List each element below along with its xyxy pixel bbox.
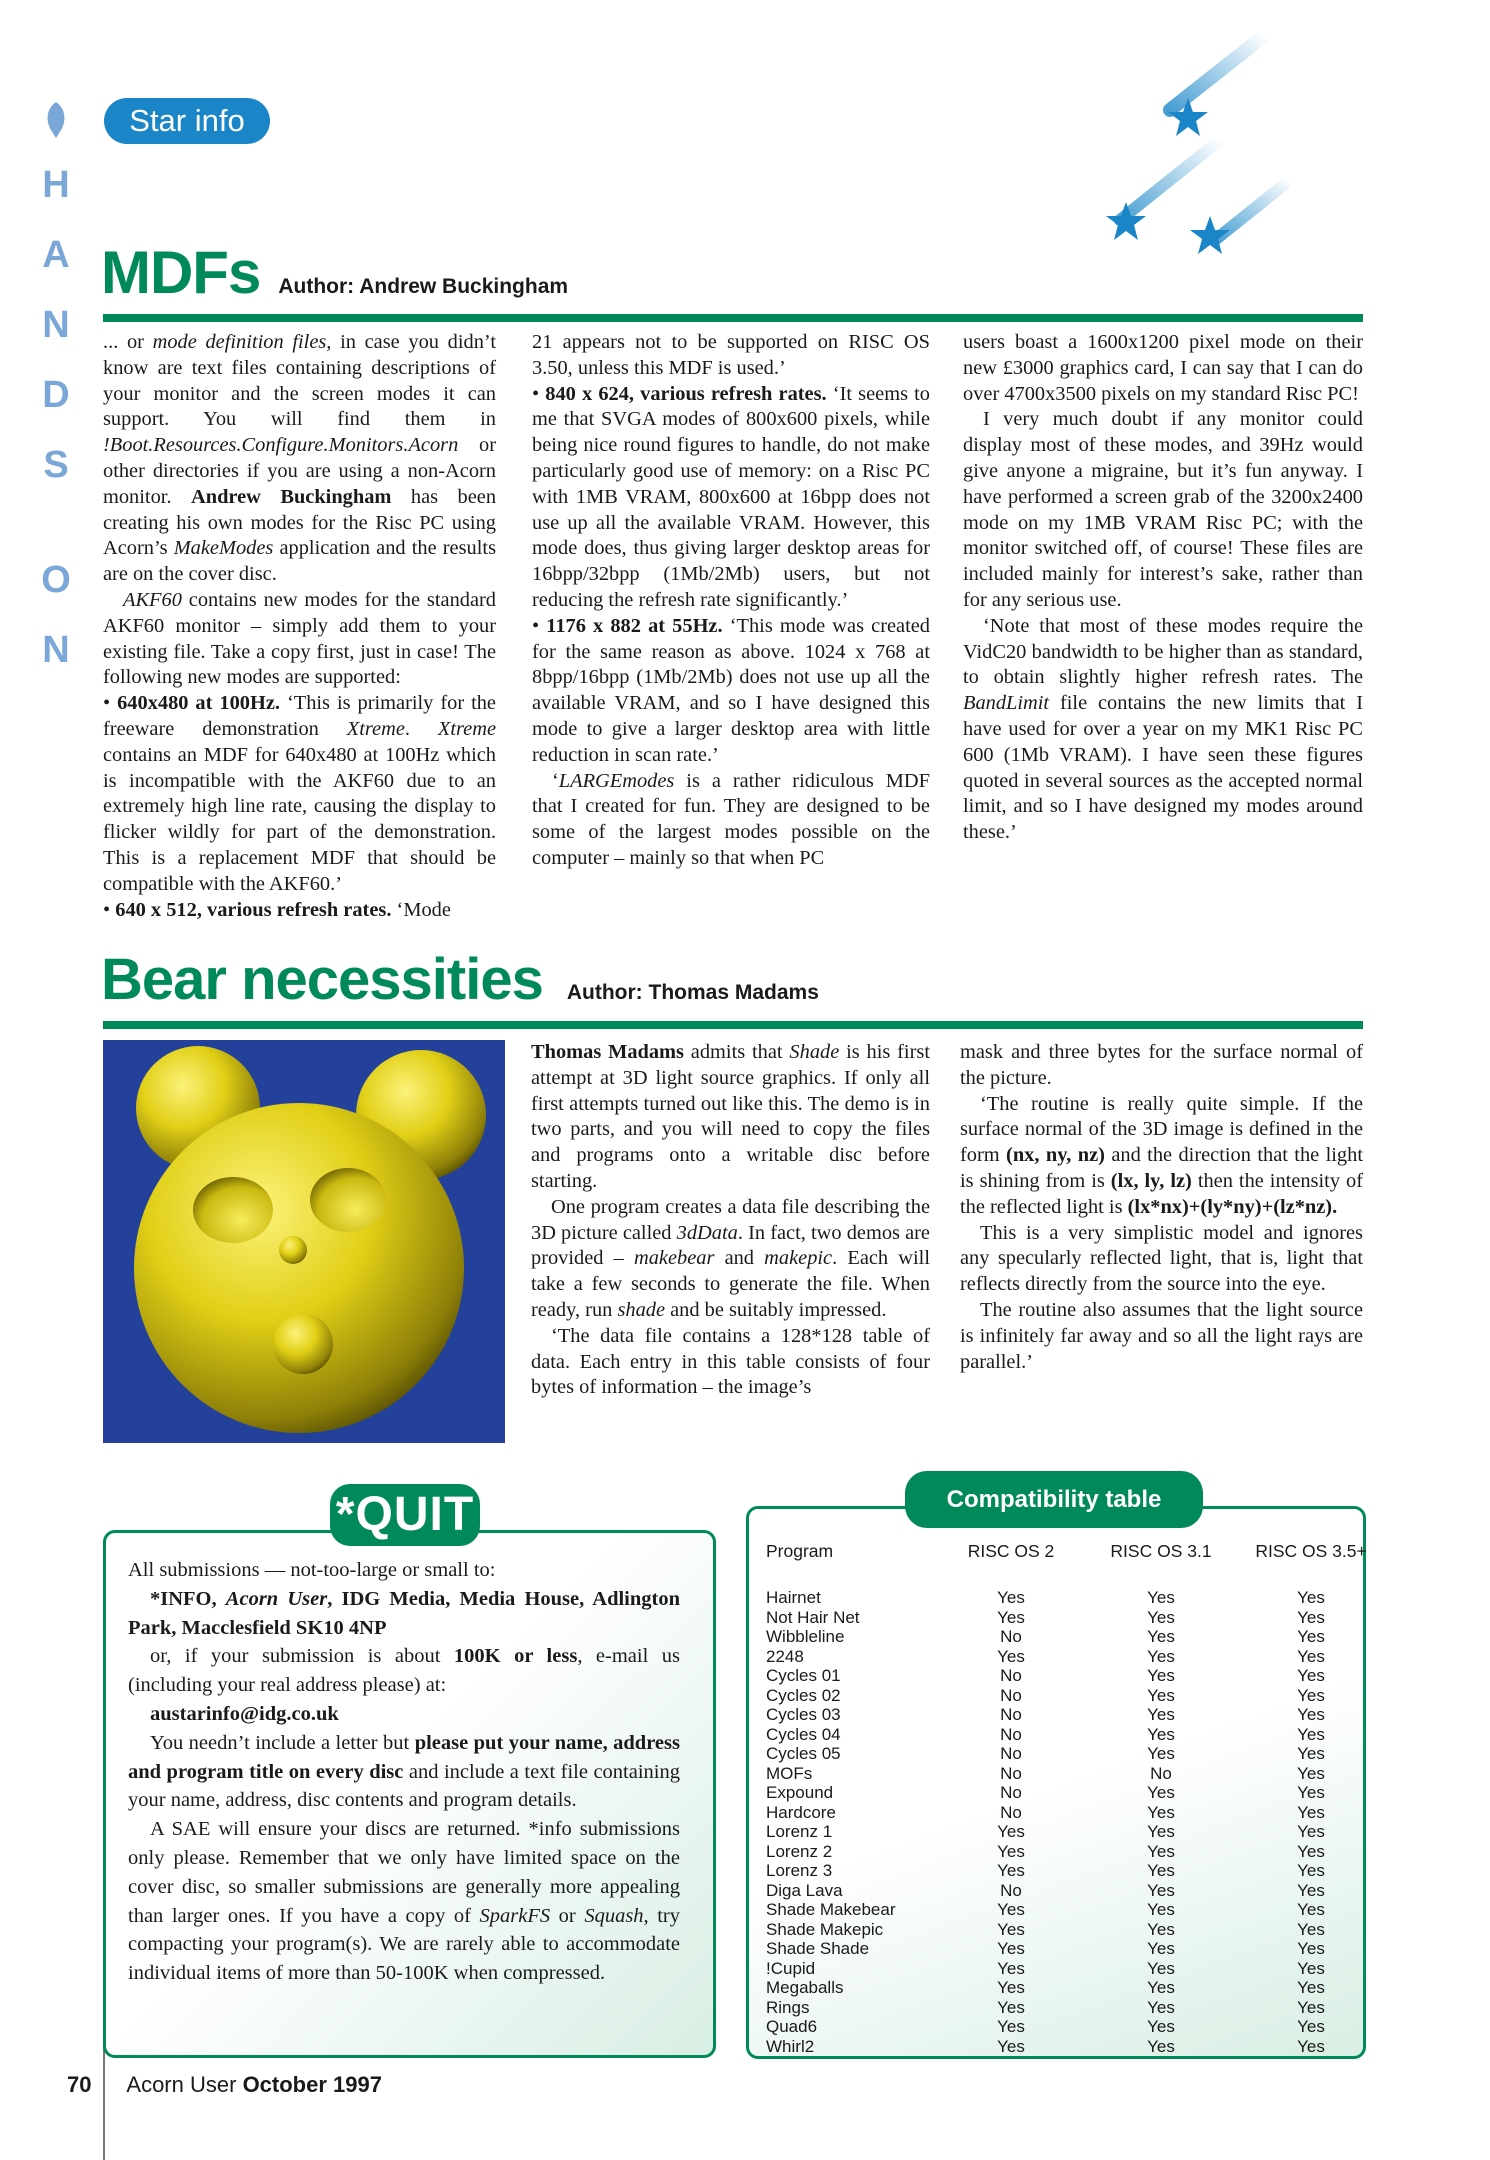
- compatibility-cell: Yes: [1147, 1783, 1175, 1802]
- compatibility-cell: Yes: [1147, 1724, 1175, 1744]
- table-row: [766, 1627, 1386, 1647]
- paragraph: ... or mode definition files, in case you didn’t know are text files containing descriptions of your monitor and the screen modes it can support. You will find them in !Boot.Resources.Configure.Monitors.Acorn or other directories if you are using a non-Acorn monitor. Andrew Buckingham has been creating his own modes for the Risc PC using Acorn’s MakeModes application and the results are on the cover disc.: [103, 331, 497, 586]
- compatibility-cell: Yes: [1297, 1705, 1325, 1724]
- compatibility-cell: Yes: [1147, 1919, 1175, 1939]
- star-trail: [1120, 140, 1220, 220]
- column-header: RISC OS 3.5+: [1255, 1541, 1367, 1561]
- table-body: [766, 1588, 1386, 2056]
- compatibility-cell: Yes: [1297, 1841, 1325, 1861]
- mdfs-rule: [103, 314, 1363, 322]
- table-row: [766, 1978, 1386, 1998]
- sidebar-letter: O: [41, 559, 71, 601]
- compatibility-cell: Yes: [1297, 2017, 1325, 2036]
- compatibility-cell: Yes: [997, 2017, 1025, 2036]
- compatibility-cell: Yes: [997, 1841, 1025, 1861]
- compatibility-cell: No: [1000, 1880, 1022, 1900]
- program-name-cell: Wibbleline: [766, 1627, 845, 1646]
- paragraph: • 640x480 at 100Hz. ‘This is primarily for the freeware demonstration Xtreme. Xtreme contains an MDF for 640x480 at 100Hz which is incompatible with the AKF60 due to an extremely high line rate, causing the display to flicker wildly for part of the demonstration. This is a replacement MDF that should be compatible with the AKF60.’: [103, 692, 496, 895]
- postal-address: *INFO, Acorn User, IDG Media, Media House, Adlington Park, Macclesfield SK10 4NP: [128, 1587, 681, 1639]
- paragraph: The routine also assumes that the light source is infinitely far away and so all the light rays are parallel.’: [960, 1298, 1363, 1373]
- table-row: [766, 1783, 1386, 1803]
- compatibility-cell: Yes: [1147, 1861, 1175, 1880]
- program-name-cell: Rings: [766, 1997, 810, 2017]
- program-name-cell: Shade Shade: [766, 1939, 870, 1958]
- compatibility-cell: Yes: [1297, 1880, 1325, 1900]
- stars-decoration: [1090, 30, 1290, 270]
- star-trail: [1170, 35, 1265, 110]
- compatibility-cell: Yes: [1297, 1607, 1325, 1627]
- sidebar-letter: N: [42, 304, 70, 346]
- hands-on-sidebar: [36, 100, 76, 685]
- table-row: [766, 1705, 1386, 1725]
- compatibility-cell: Yes: [1147, 1588, 1175, 1607]
- compatibility-cell: Yes: [1297, 1627, 1325, 1646]
- program-name-cell: Cycles 05: [766, 1744, 841, 1763]
- compatibility-cell: Yes: [1297, 1763, 1325, 1783]
- email-address: austarinfo@idg.co.uk: [150, 1702, 339, 1725]
- compatibility-cell: No: [1000, 1763, 1022, 1783]
- program-name-cell: Hairnet: [766, 1588, 821, 1607]
- compatibility-cell: Yes: [1147, 1822, 1175, 1841]
- table-row: [766, 1939, 1386, 1959]
- compatibility-cell: Yes: [1147, 1802, 1175, 1822]
- program-name-cell: Cycles 04: [766, 1724, 841, 1744]
- table-row: [766, 1822, 1386, 1842]
- compatibility-cell: No: [1000, 1685, 1022, 1705]
- program-name-cell: Shade Makebear: [766, 1900, 896, 1919]
- bear-nose: [279, 1236, 307, 1264]
- paragraph: ‘The routine is really quite simple. If the surface normal of the 3D image is defined in the form (nx, ny, nz) and the direction that the light is shining from is (lx, ly, lz) then the intensity of the reflected light is (lx*nx)+(ly*ny)+(lz*nz).: [960, 1092, 1363, 1218]
- sidebar-letter: S: [43, 444, 69, 486]
- compatibility-cell: No: [1000, 1802, 1022, 1822]
- paragraph: ‘The data file contains a 128*128 table of data. Each entry in this table consists of four bytes of information – the image’s: [531, 1324, 930, 1399]
- sidebar-letter: A: [42, 234, 70, 276]
- compatibility-cell: Yes: [997, 1978, 1025, 1997]
- paragraph: A SAE will ensure your discs are returned. *info submissions only please. Remember that we only have limited space on the cover disc, so smaller submissions are generally more appealing than larger ones. If you have a copy of SparkFS or Squash, try compacting your program(s). We are rarely able to accommodate individual items of more than 50-100K when compressed.: [128, 1818, 680, 1985]
- sidebar-letter: D: [42, 374, 70, 416]
- table-row: [766, 1764, 1386, 1784]
- paragraph: • 1176 x 882 at 55Hz. ‘This mode was created for the same reason as above. 1024 x 768 at 8bpp/16bpp (1Mb/2Mb) does not use up all the available VRAM, and so I have designed this mode to give a larger desktop area with little reduction in scan rate.’: [532, 614, 930, 766]
- compatibility-cell: Yes: [1147, 1607, 1175, 1627]
- table-header-row: [766, 1540, 1386, 1588]
- star-info-badge: Star info: [104, 98, 270, 144]
- compatibility-cell: Yes: [1297, 1744, 1325, 1763]
- table-row: [766, 1744, 1386, 1764]
- compatibility-cell: Yes: [997, 1900, 1025, 1919]
- table-row: [766, 1666, 1386, 1686]
- compatibility-cell: Yes: [1147, 1646, 1175, 1666]
- compatibility-cell: Yes: [1147, 1880, 1175, 1900]
- table-row: [766, 2017, 1386, 2037]
- compatibility-cell: Yes: [997, 1646, 1025, 1666]
- compatibility-cell: Yes: [997, 1997, 1025, 2017]
- compatibility-cell: Yes: [1147, 1666, 1175, 1685]
- program-name-cell: Cycles 02: [766, 1685, 841, 1705]
- paragraph: or, if your submission is about 100K or less, e-mail us (including your real address please) at:: [128, 1645, 681, 1697]
- compatibility-cell: Yes: [1297, 1783, 1325, 1802]
- compatibility-cell: Yes: [1297, 1958, 1325, 1978]
- program-name-cell: Not Hair Net: [766, 1607, 860, 1627]
- table-row: [766, 1725, 1386, 1745]
- compatibility-table: [766, 1540, 1386, 2056]
- compatibility-cell: Yes: [1147, 1978, 1175, 1997]
- quit-label: *QUIT: [330, 1484, 480, 1546]
- program-name-cell: Lorenz 2: [766, 1841, 833, 1861]
- compatibility-cell: Yes: [1297, 1685, 1325, 1705]
- bear-title: Bear necessities: [101, 947, 543, 1012]
- table-row: [766, 1900, 1386, 1920]
- paragraph: This is a very simplistic model and ignores any specularly reflected light, that is, light that reflects directly from the source into the eye.: [960, 1221, 1363, 1296]
- compatibility-cell: Yes: [1297, 1900, 1325, 1919]
- compatibility-cell: No: [1000, 1783, 1022, 1802]
- bear-head: [134, 1103, 464, 1433]
- program-name-cell: Megaballs: [766, 1978, 844, 1997]
- paragraph: AKF60 contains new modes for the standard AKF60 monitor – simply add them to your existing file. Take a copy first, just in case! The following new modes are supported:: [103, 588, 496, 689]
- compatibility-cell: Yes: [1297, 1666, 1325, 1685]
- compatibility-cell: Yes: [1147, 1997, 1175, 2017]
- program-name-cell: Diga Lava: [766, 1880, 843, 1900]
- paragraph: 21 appears not to be supported on RISC OS 3.50, unless this MDF is used.’: [532, 331, 930, 379]
- compatibility-cell: Yes: [1147, 1939, 1175, 1958]
- program-name-cell: Lorenz 3: [766, 1861, 833, 1880]
- quit-text: [128, 1556, 680, 1988]
- compatibility-cell: Yes: [1297, 1939, 1325, 1958]
- page-number: 70: [67, 2072, 92, 2097]
- compatibility-cell: No: [1000, 1666, 1022, 1685]
- compatibility-cell: Yes: [1147, 2036, 1175, 2056]
- paragraph: • 640 x 512, various refresh rates. ‘Mode: [103, 898, 451, 921]
- compatibility-cell: Yes: [997, 1919, 1025, 1939]
- bear-author: Author: Thomas Madams: [566, 981, 819, 1004]
- program-name-cell: 2248: [766, 1646, 804, 1666]
- compatibility-cell: Yes: [1147, 1958, 1175, 1978]
- bear-render-image: [103, 1040, 505, 1443]
- sidebar-letter: N: [42, 629, 70, 671]
- mdfs-column-3: [963, 330, 1363, 846]
- compatibility-cell: Yes: [997, 1607, 1025, 1627]
- bear-eye: [193, 1177, 273, 1243]
- table-row: [766, 1647, 1386, 1667]
- program-name-cell: !Cupid: [766, 1958, 816, 1978]
- program-name-cell: Cycles 01: [766, 1666, 841, 1685]
- mdfs-author: Author: Andrew Buckingham: [278, 275, 569, 298]
- bear-heading: [101, 946, 819, 1013]
- table-row: [766, 1881, 1386, 1901]
- program-name-cell: MOFs: [766, 1763, 813, 1783]
- program-name-cell: Hardcore: [766, 1802, 836, 1822]
- compatibility-cell: Yes: [1147, 2017, 1175, 2036]
- pen-icon: [43, 100, 69, 140]
- compatibility-cell: No: [1000, 1724, 1022, 1744]
- compatibility-cell: Yes: [1147, 1841, 1175, 1861]
- table-row: [766, 1920, 1386, 1940]
- paragraph: • 840 x 624, various refresh rates. ‘It seems to me that SVGA modes of 800x600 pixels, while being nice round figures to handle, do not make particularly good use of memory: on a Risc PC with 1MB VRAM, 800x600 at 16bpp does not use up all the available VRAM. However, this mode does, thus giving larger desktop areas for 16bpp/32bpp (1Mb/2Mb) users, but not reducing the refresh rate significantly.’: [532, 382, 930, 611]
- compatibility-cell: Yes: [997, 1588, 1025, 1607]
- paragraph: You needn’t include a letter but please put your name, address and program title on every disc and include a text file containing your name, address, disc contents and program details.: [128, 1731, 680, 1812]
- compatibility-cell: Yes: [1297, 1861, 1325, 1880]
- table-row: [766, 1998, 1386, 2018]
- column-header: RISC OS 3.1: [1110, 1541, 1212, 1561]
- paragraph: users boast a 1600x1200 pixel mode on their new £3000 graphics card, I can say that I can do over 4700x3500 pixels on my standard Risc PC!: [963, 331, 1363, 405]
- compatibility-cell: Yes: [1147, 1705, 1175, 1724]
- paragraph: All submissions — not-too-large or small to:: [128, 1559, 496, 1581]
- compatibility-cell: Yes: [1297, 1588, 1325, 1607]
- compatibility-cell: Yes: [1297, 1978, 1325, 1997]
- compatibility-cell: Yes: [1147, 1744, 1175, 1763]
- table-row: [766, 1861, 1386, 1881]
- publication-name: Acorn User: [126, 2072, 237, 2097]
- compatibility-cell: Yes: [1297, 1724, 1325, 1744]
- paragraph: I very much doubt if any monitor could display most of these modes, and 39Hz would give anyone a migraine, but it’s fun anyway. I have performed a screen grab of the 3200x2400 mode on my 1MB VRAM Risc PC; with the monitor switched off, of course! These files are included mainly for interest’s sake, rather than for any serious use.: [963, 408, 1363, 611]
- table-row: [766, 1588, 1386, 1608]
- mdfs-title: MDFs: [101, 239, 261, 306]
- compatibility-cell: No: [1000, 1744, 1022, 1763]
- paragraph: ‘LARGEmodes is a rather ridiculous MDF that I created for fun. They are designed to be some of the largest modes possible on the computer – mainly so that when PC: [532, 769, 930, 869]
- bear-rule: [103, 1021, 1363, 1029]
- program-name-cell: Expound: [766, 1783, 834, 1802]
- compatibility-cell: Yes: [997, 1861, 1025, 1880]
- program-name-cell: Quad6: [766, 2017, 818, 2036]
- mdfs-column-1: [103, 330, 496, 923]
- compatibility-cell: No: [1000, 1627, 1022, 1646]
- program-name-cell: Cycles 03: [766, 1705, 841, 1724]
- table-row: [766, 1803, 1386, 1823]
- page-footer: [67, 2072, 382, 2098]
- compatibility-cell: Yes: [1297, 1802, 1325, 1822]
- compatibility-cell: No: [1000, 1705, 1022, 1724]
- compatibility-cell: Yes: [1297, 1997, 1325, 2017]
- compatibility-cell: Yes: [997, 1958, 1025, 1978]
- bear-eye: [310, 1168, 386, 1232]
- table-row: [766, 1842, 1386, 1862]
- compatibility-cell: Yes: [997, 1939, 1025, 1958]
- program-name-cell: Whirl2: [766, 2036, 815, 2056]
- compatibility-label: Compatibility table: [905, 1471, 1203, 1528]
- program-name-cell: Shade Makepic: [766, 1919, 884, 1939]
- compatibility-cell: Yes: [997, 2036, 1025, 2056]
- column-header: RISC OS 2: [967, 1541, 1055, 1561]
- compatibility-cell: Yes: [1297, 2036, 1325, 2056]
- compatibility-cell: Yes: [1297, 1822, 1325, 1841]
- mdfs-column-2: [532, 330, 930, 872]
- bear-column-2: [531, 1040, 930, 1401]
- compatibility-cell: Yes: [1147, 1685, 1175, 1705]
- table-row: [766, 2037, 1386, 2057]
- paragraph: Thomas Madams admits that Shade is his first attempt at 3D light source graphics. If only all first attempts turned out like this. The demo is in two parts, and you will need to copy the files and programs onto a writable disc before starting.: [531, 1041, 930, 1192]
- bear-column-3: [960, 1040, 1363, 1375]
- table-row: [766, 1686, 1386, 1706]
- sidebar-letter: H: [42, 164, 70, 206]
- bear-mouth: [273, 1314, 333, 1374]
- bear-illustration: [103, 1040, 505, 1443]
- table-row: [766, 1608, 1386, 1628]
- paragraph: One program creates a data file describing the 3D picture called 3dData. In fact, two demos are provided – makebear and makepic. Each will take a few seconds to generate the file. When ready, run shade and be suitably impressed.: [531, 1195, 930, 1321]
- compatibility-cell: No: [1150, 1763, 1172, 1783]
- paragraph: ‘Note that most of these modes require the VidC20 bandwidth to be higher than as standard, to obtain slightly higher refresh rates. The BandLimit file contains the new limits that I have used for over a year on my MK1 Risc PC 600 (1Mb VRAM). I have seen these figures quoted in several sources as the accepted normal limit, and so I have designed my modes around these.’: [963, 614, 1363, 844]
- compatibility-cell: Yes: [1147, 1627, 1175, 1646]
- mdfs-heading: [101, 238, 568, 307]
- compatibility-cell: Yes: [997, 1822, 1025, 1841]
- paragraph: mask and three bytes for the surface normal of the picture.: [960, 1041, 1363, 1089]
- footer-rule: [103, 2045, 105, 2160]
- table-row: [766, 1959, 1386, 1979]
- compatibility-cell: Yes: [1147, 1900, 1175, 1919]
- compatibility-cell: Yes: [1297, 1646, 1325, 1666]
- program-name-cell: Lorenz 1: [766, 1822, 833, 1841]
- issue-date: October 1997: [242, 2072, 382, 2097]
- compatibility-cell: Yes: [1297, 1919, 1325, 1939]
- column-header: Program: [766, 1541, 834, 1561]
